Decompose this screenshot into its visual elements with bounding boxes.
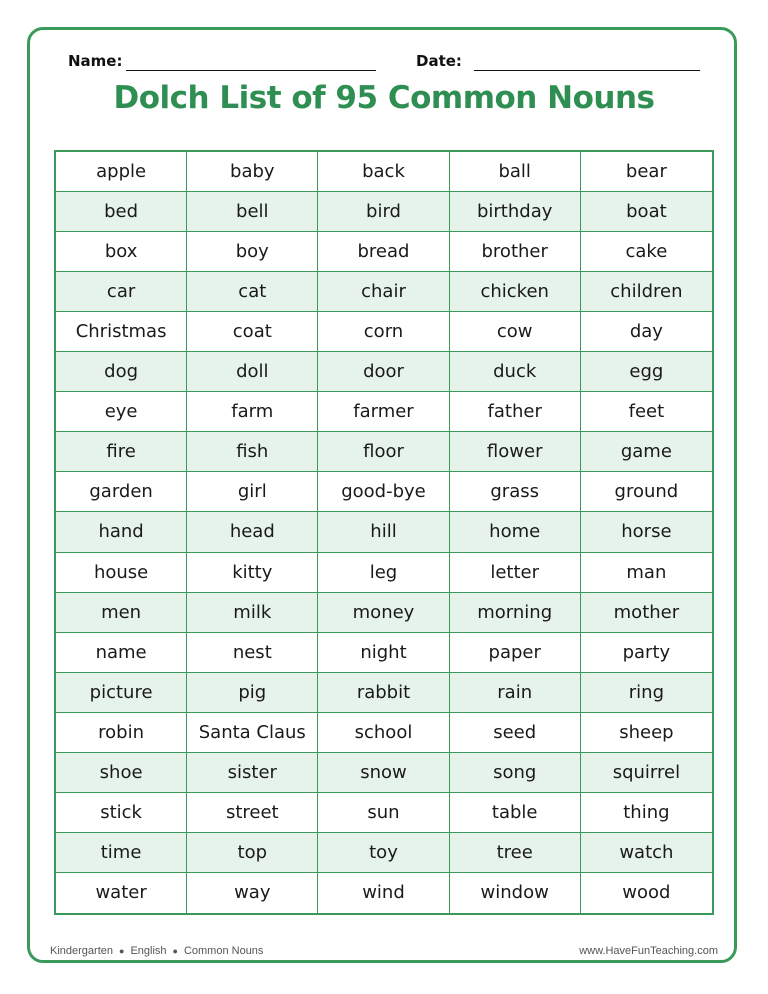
bullet-icon: ● (119, 946, 125, 956)
table-cell: window (450, 873, 581, 913)
table-cell: snow (318, 753, 449, 793)
table-cell: floor (318, 432, 449, 472)
table-cell: leg (318, 553, 449, 593)
table-cell: back (318, 152, 449, 192)
table-cell: hand (56, 512, 187, 552)
table-cell: wind (318, 873, 449, 913)
table-cell: toy (318, 833, 449, 873)
table-cell: apple (56, 152, 187, 192)
table-cell: night (318, 633, 449, 673)
table-cell: girl (187, 472, 318, 512)
table-cell: nest (187, 633, 318, 673)
table-cell: house (56, 553, 187, 593)
table-cell: chicken (450, 272, 581, 312)
table-cell: wood (622, 882, 671, 904)
table-cell: car (56, 272, 187, 312)
table-cell: coat (187, 312, 318, 352)
table-cell: men (56, 593, 187, 633)
table-cell: Santa Claus (187, 713, 318, 753)
table-cell: chair (318, 272, 449, 312)
name-field-line[interactable] (126, 70, 376, 71)
table-cell: bed (56, 192, 187, 232)
date-field-line[interactable] (474, 70, 700, 71)
table-cell: song (450, 753, 581, 793)
footer-tag-grade: Kindergarten (50, 945, 113, 957)
table-cell: shoe (56, 753, 187, 793)
table-cell: birthday (450, 192, 581, 232)
table-cell: kitty (187, 553, 318, 593)
bullet-icon: ● (172, 946, 178, 956)
table-cell: sun (318, 793, 449, 833)
table-cell: stick (56, 793, 187, 833)
table-cell: water (56, 873, 187, 913)
table-cell: rain (450, 673, 581, 713)
table-cell: sheep (581, 713, 712, 753)
table-cell: corn (318, 312, 449, 352)
table-cell: cake (581, 232, 712, 272)
table-cell: cow (450, 312, 581, 352)
table-cell: pig (187, 673, 318, 713)
page-title: Dolch List of 95 Common Nouns (113, 80, 655, 116)
table-cell: party (581, 633, 712, 673)
table-cell: farmer (318, 392, 449, 432)
table-cell: children (581, 272, 712, 312)
table-cell: dog (56, 352, 187, 392)
table-cell: thing (581, 793, 712, 833)
table-cell: bird (318, 192, 449, 232)
table-cell: day (581, 312, 712, 352)
table-cell: watch (581, 833, 712, 873)
table-cell: bread (318, 232, 449, 272)
table-cell: time (56, 833, 187, 873)
name-label: Name: (68, 52, 123, 70)
date-label: Date: (416, 52, 462, 70)
table-cell: boat (581, 192, 712, 232)
table-cell: Christmas (56, 312, 187, 352)
table-cell: man (581, 553, 712, 593)
table-cell: street (187, 793, 318, 833)
table-cell: name (56, 633, 187, 673)
table-cell: cat (187, 272, 318, 312)
table-cell: garden (56, 472, 187, 512)
footer-tags (50, 945, 263, 957)
table-cell: milk (187, 593, 318, 633)
table-cell: brother (450, 232, 581, 272)
table-cell: horse (581, 512, 712, 552)
table-cell: sister (187, 753, 318, 793)
table-cell: mother (581, 593, 712, 633)
table-cell: top (187, 833, 318, 873)
table-cell: way (187, 873, 318, 913)
table-cell: box (56, 232, 187, 272)
table-cell: feet (581, 392, 712, 432)
table-cell: school (318, 713, 449, 753)
table-cell: paper (450, 633, 581, 673)
table-cell: money (318, 593, 449, 633)
table-cell: doll (187, 352, 318, 392)
table-cell: tree (450, 833, 581, 873)
table-cell: fish (187, 432, 318, 472)
table-cell: baby (187, 152, 318, 192)
table-cell: squirrel (581, 753, 712, 793)
table-cell: rabbit (318, 673, 449, 713)
table-cell: morning (450, 593, 581, 633)
footer-tag-topic: Common Nouns (183, 945, 264, 957)
table-cell: boy (187, 232, 318, 272)
table-cell: door (318, 352, 449, 392)
table-cell: picture (56, 673, 187, 713)
table-cell: ring (581, 673, 712, 713)
table-cell: good-bye (318, 472, 449, 512)
table-cell: hill (318, 512, 449, 552)
table-cell: farm (187, 392, 318, 432)
table-cell: egg (581, 352, 712, 392)
table-cell: home (450, 512, 581, 552)
table-cell: father (450, 392, 581, 432)
table-cell: duck (450, 352, 581, 392)
header-row (0, 50, 768, 74)
table-cell: fire (56, 432, 187, 472)
noun-table (54, 150, 714, 915)
table-cell: letter (450, 553, 581, 593)
table-cell: seed (450, 713, 581, 753)
table-cell: eye (56, 392, 187, 432)
table-cell: table (450, 793, 581, 833)
footer-site: www.HaveFunTeaching.com (579, 945, 718, 957)
table-cell: head (187, 512, 318, 552)
footer-tag-subject: English (130, 945, 167, 957)
table-cell: bell (187, 192, 318, 232)
table-cell: flower (450, 432, 581, 472)
table-cell: grass (450, 472, 581, 512)
table-cell: bear (581, 152, 712, 192)
table-cell: ground (581, 472, 712, 512)
table-cell: robin (56, 713, 187, 753)
table-cell: game (581, 432, 712, 472)
table-cell: ball (450, 152, 581, 192)
